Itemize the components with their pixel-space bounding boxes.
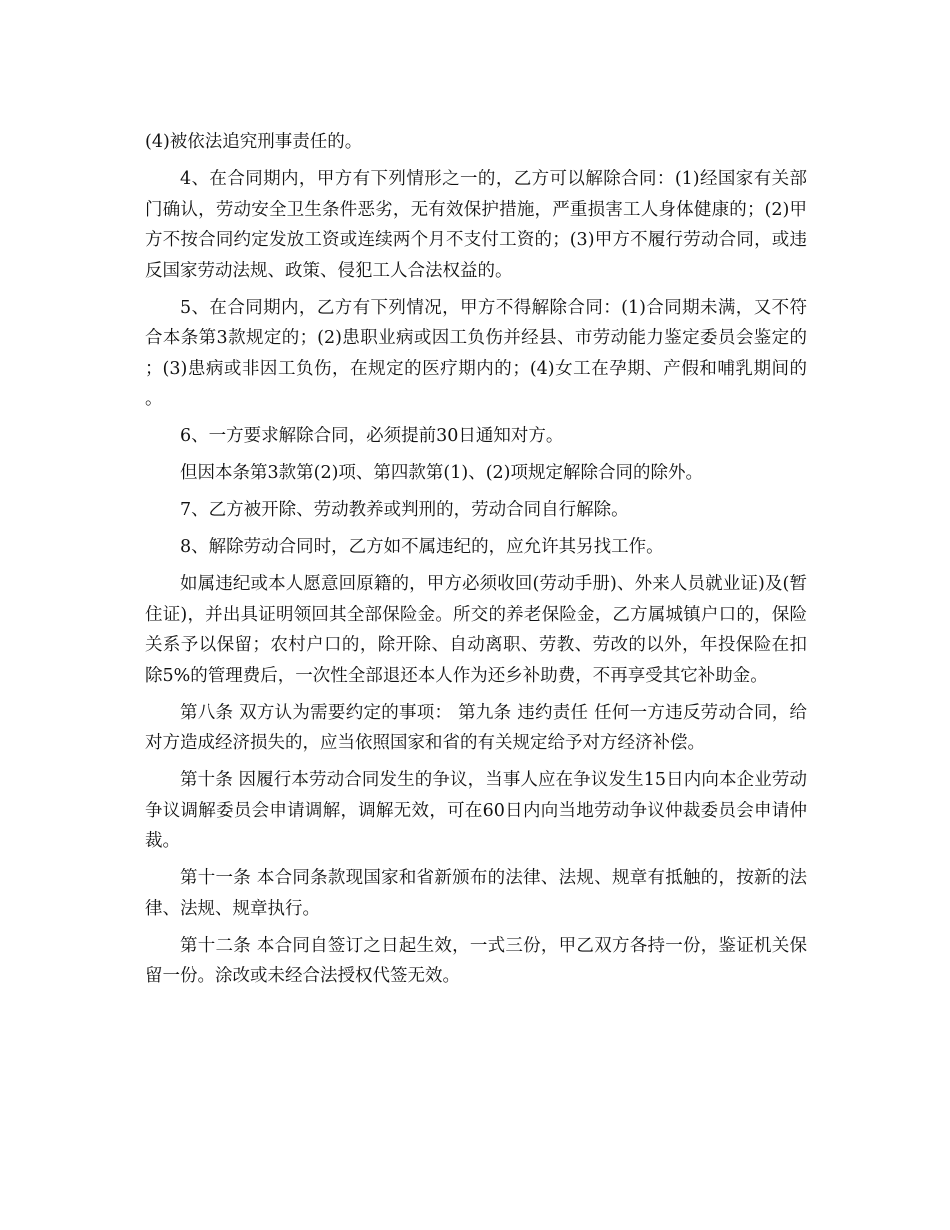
paragraph-article-10: 第十条 因履行本劳动合同发生的争议，当事人应在争议发生15日内向本企业劳动争议调解委员会申请调解，调解无效，可在60日内向当地劳动争议仲裁委员会申请仲裁。 (145, 770, 807, 851)
document-body (145, 127, 807, 998)
paragraph-clause-6: 6、一方要求解除合同，必须提前30日通知对方。 (180, 426, 564, 446)
paragraph-clause-7: 7、乙方被开除、劳动教养或判刑的，劳动合同自行解除。 (180, 500, 629, 520)
paragraph-clause-8: 8、解除劳动合同时，乙方如不属违纪的，应允许其另找工作。 (180, 537, 664, 557)
paragraph-clause-4: 4、在合同期内，甲方有下列情形之一的，乙方可以解除合同：(1)经国家有关部门确认，劳动安全卫生条件恶劣，无有效保护措施，严重损害工人身体健康的；(2)甲方不按合同约定发放工资或连续两个月不支付工资的；(3)甲方不履行劳动合同，或违反国家劳动法规、政策、侵犯工人合法权益的。 (145, 169, 807, 281)
paragraph-clause-6-exception: 但因本条第3款第(2)项、第四款第(1)、(2)项规定解除合同的除外。 (180, 463, 703, 483)
paragraph-article-11: 第十一条 本合同条款现国家和省新颁布的法律、法规、规章有抵触的，按新的法律、法规、规章执行。 (145, 868, 807, 919)
paragraph-article-8-9: 第八条 双方认为需要约定的事项： 第九条 违约责任 任何一方违反劳动合同，给对方造成经济损失的，应当依照国家和省的有关规定给予对方经济补偿。 (145, 702, 807, 753)
paragraph-clause-5: 5、在合同期内，乙方有下列情况，甲方不得解除合同：(1)合同期未满，又不符合本条第3款规定的；(2)患职业病或因工负伤并经县、市劳动能力鉴定委员会鉴定的；(3)患病或非因工负伤，在规定的医疗期内的；(4)女工在孕期、产假和哺乳期间的。 (145, 297, 807, 409)
paragraph-article-12: 第十二条 本合同自签订之日起生效，一式三份，甲乙双方各持一份，鉴证机关保留一份。涂改或未经合法授权代签无效。 (145, 935, 807, 986)
paragraph-item-4-criminal: (4)被依法追究刑事责任的。 (145, 132, 363, 152)
paragraph-clause-8-violation: 如属违纪或本人愿意回原籍的，甲方必须收回(劳动手册)、外来人员就业证)及(暂住证)，并出具证明领回其全部保险金。所交的养老保险金，乙方属城镇户口的，保险关系予以保留；农村户口的，除开除、自动离职、劳教、劳改的以外，年投保险在扣除5%的管理费后，一次性全部退还本人作为还乡补助费，不再享受其它补助金。 (145, 574, 807, 686)
